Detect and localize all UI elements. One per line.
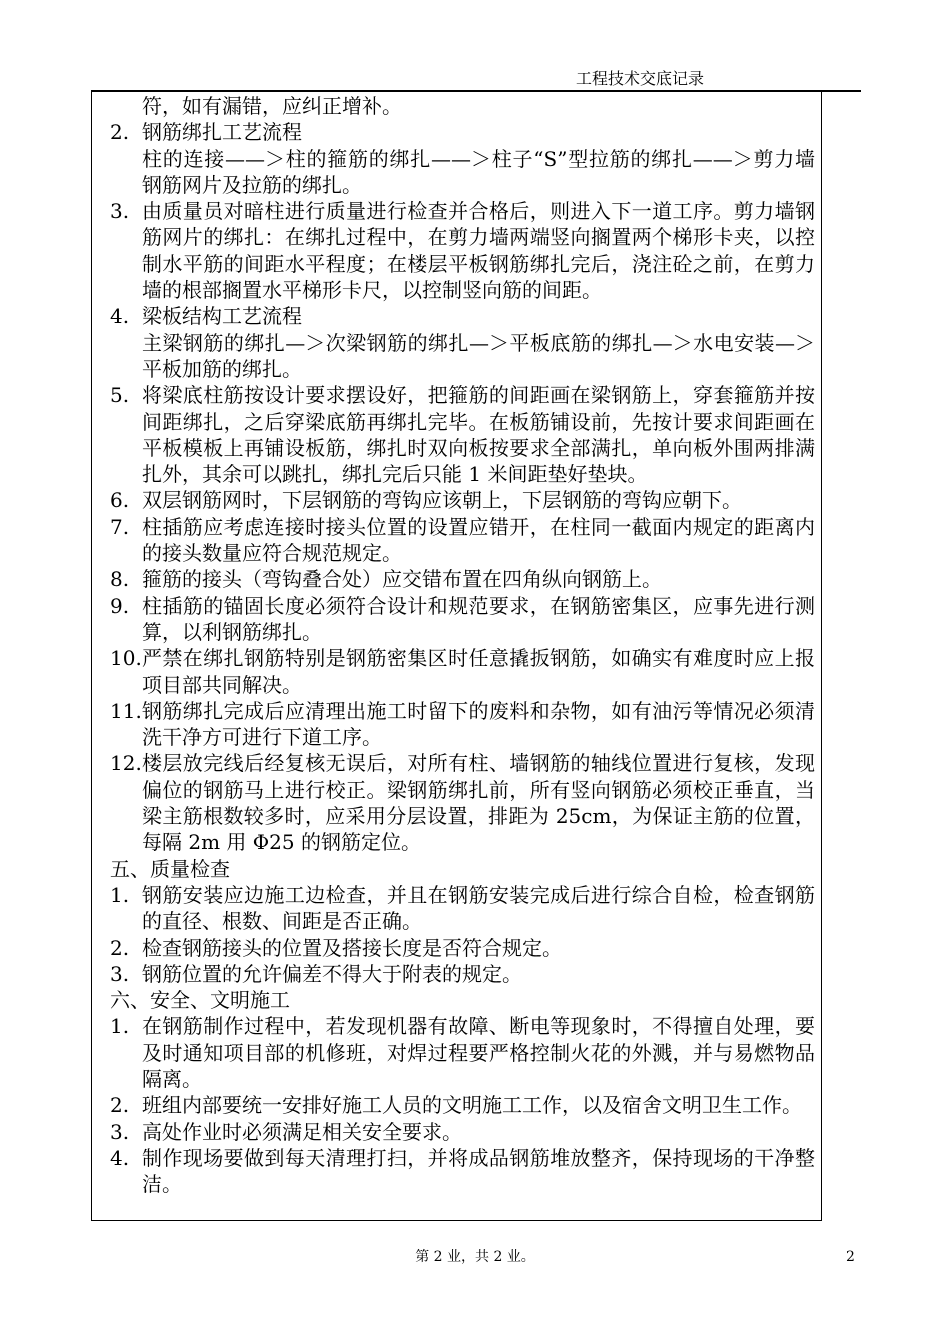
section-heading-quality: 五、质量检查 xyxy=(110,856,230,881)
list-item: 9. 柱插筋的锚固长度必须符合设计和规范要求，在钢筋密集区，应事先进行测算，以利钢筋绑扎。 xyxy=(110,593,815,644)
list-item-text: 柱插筋的锚固长度必须符合设计和规范要求，在钢筋密集区，应事先进行测算，以利钢筋绑扎。 xyxy=(142,593,815,644)
list-item-text: 在钢筋制作过程中，若发现机器有故障、断电等现象时，不得擅自处理，要及时通知项目部的机修班，对焊过程要严格控制火花的外溅，并与易燃物品隔离。 xyxy=(142,1014,815,1091)
continuation-text: 符，如有漏错，应纠正增补。 xyxy=(142,94,402,118)
list-item-text: 钢筋绑扎完成后应清理出施工时留下的废料和杂物，如有油污等情况必须清洗干净方可进行下道工序。 xyxy=(142,698,815,750)
list-item-text: 梁板结构工艺流程 xyxy=(142,304,302,329)
list-item-text: 钢筋位置的允许偏差不得大于附表的规定。 xyxy=(142,961,522,986)
list-item-text: 严禁在绑扎钢筋特别是钢筋密集区时任意撬扳钢筋，如确实有难度时应上报项目部共同解决。 xyxy=(142,646,815,697)
list-item-text: 将梁底柱筋按设计要求摆设好，把箍筋的间距画在梁钢筋上，穿套箍筋并按间距绑扎，之后穿梁底筋再绑扎完毕。在板筋铺设前，先按计要求间距画在平板模板上再铺设板筋，绑扎时双向板按要求全部满扎，单向板外围两排满扎外，其余可以跳扎，绑扎完后只能 1 米间距垫好垫块。 xyxy=(142,383,815,487)
list-item: 1. 在钢筋制作过程中，若发现机器有故障、断电等现象时，不得擅自处理，要及时通知项目部的机修班，对焊过程要严格控制火花的外溅，并与易燃物品隔离。 xyxy=(110,1014,815,1091)
list-item: 5. 将梁底柱筋按设计要求摆设好，把箍筋的间距画在梁钢筋上，穿套箍筋并按间距绑扎，之后穿梁底筋再绑扎完毕。在板筋铺设前，先按计要求间距画在平板模板上再铺设板筋，绑扎时双向板按要求全部满扎，单向板外围两排满扎外，其余可以跳扎，绑扎完后只能 1 米间距垫好垫块。 xyxy=(110,383,815,487)
list-item: 4. 制作现场要做到每天清理打扫，并将成品钢筋堆放整齐，保持现场的干净整洁。 xyxy=(110,1145,815,1197)
list-item-text: 由质量员对暗柱进行质量进行检查并合格后，则进入下一道工序。剪力墙钢筋网片的绑扎：在绑扎过程中，在剪力墙两端竖向搁置两个梯形卡夹，以控制水平筋的间距水平程度；在楼层平板钢筋绑扎完后，浇注砼之前，在剪力墙的根部搁置水平梯形卡尺，以控制竖向筋的间距。 xyxy=(142,199,815,303)
list-item-text: 制作现场要做到每天清理打扫，并将成品钢筋堆放整齐，保持现场的干净整洁。 xyxy=(142,1145,815,1197)
list-item: 3. 钢筋位置的允许偏差不得大于附表的规定。 xyxy=(110,961,815,987)
section-heading-safety: 六、安全、文明施工 xyxy=(110,988,290,1013)
document-body xyxy=(110,93,815,1197)
list-item: 10. 严禁在绑扎钢筋特别是钢筋密集区时任意撬扳钢筋，如确实有难度时应上报项目部共同解决。 xyxy=(110,646,815,697)
list-item-text: 柱插筋应考虑连接时接头位置的设置应错开，在柱同一截面内规定的距离内的接头数量应符合规范规定。 xyxy=(142,514,815,566)
list-item: 4. 梁板结构工艺流程 主梁钢筋的绑扎—＞次梁钢筋的绑扎—＞平板底筋的绑扎—＞水电安装—＞平板加筋的绑扎。 xyxy=(110,304,815,381)
list-item: 2. 钢筋绑扎工艺流程 柱的连接——＞柱的箍筋的绑扎——＞柱子“S”型拉筋的绑扎——＞剪力墙钢筋网片及拉筋的绑扎。 xyxy=(110,120,815,197)
list-item: 2. 班组内部要统一安排好施工人员的文明施工工作，以及宿舍文明卫生工作。 xyxy=(110,1092,815,1118)
list-item: 2. 检查钢筋接头的位置及搭接长度是否符合规定。 xyxy=(110,935,815,961)
list-item: 11. 钢筋绑扎完成后应清理出施工时留下的废料和杂物，如有油污等情况必须清洗干净方可进行下道工序。 xyxy=(110,698,815,750)
list-item-text: 钢筋安装应边施工边检查，并且在钢筋安装完成后进行综合自检，检查钢筋的直径、根数、间距是否正确。 xyxy=(142,882,815,934)
list-item-text: 箍筋的接头（弯钩叠合处）应交错布置在四角纵向钢筋上。 xyxy=(142,567,662,592)
list-item: 7. 柱插筋应考虑连接时接头位置的设置应错开，在柱同一截面内规定的距离内的接头数量应符合规范规定。 xyxy=(110,514,815,566)
list-item-text: 班组内部要统一安排好施工人员的文明施工工作，以及宿舍文明卫生工作。 xyxy=(142,1093,802,1118)
list-item-text: 钢筋绑扎工艺流程 xyxy=(142,120,302,145)
list-item: 1. 钢筋安装应边施工边检查，并且在钢筋安装完成后进行综合自检，检查钢筋的直径、根数、间距是否正确。 xyxy=(110,882,815,934)
list-item: 3. 高处作业时必须满足相关安全要求。 xyxy=(110,1119,815,1145)
list-item: 12. 楼层放完线后经复核无误后，对所有柱、墙钢筋的轴线位置进行复核，发现偏位的钢筋马上进行校正。梁钢筋绑扎前，所有竖向钢筋必须校正垂直，当梁主筋根数较多时，应采用分层设置，排距为 25cm，为保证主筋的位置，每隔 2m 用 Φ25 的钢筋定位。 xyxy=(110,751,815,855)
list-item: 3. 由质量员对暗柱进行质量进行检查并合格后，则进入下一道工序。剪力墙钢筋网片的绑扎：在绑扎过程中，在剪力墙两端竖向搁置两个梯形卡夹，以控制水平筋的间距水平程度；在楼层平板钢筋绑扎完后，浇注砼之前，在剪力墙的根部搁置水平梯形卡尺，以控制竖向筋的间距。 xyxy=(110,199,815,303)
list-item-subtext: 主梁钢筋的绑扎—＞次梁钢筋的绑扎—＞平板底筋的绑扎—＞水电安装—＞平板加筋的绑扎。 xyxy=(142,330,815,381)
list-item-text: 双层钢筋网时，下层钢筋的弯钩应该朝上，下层钢筋的弯钩应朝下。 xyxy=(142,488,742,513)
list-item-text: 检查钢筋接头的位置及搭接长度是否符合规定。 xyxy=(142,935,562,960)
header-title: 工程技术交底记录 xyxy=(575,69,704,88)
list-item-subtext: 柱的连接——＞柱的箍筋的绑扎——＞柱子“S”型拉筋的绑扎——＞剪力墙钢筋网片及拉筋的绑扎。 xyxy=(142,146,815,197)
page-footer: 第 2 业，共 2 业。 xyxy=(415,1249,535,1265)
list-item: 8. 箍筋的接头（弯钩叠合处）应交错布置在四角纵向钢筋上。 xyxy=(110,566,815,592)
list-item-text: 高处作业时必须满足相关安全要求。 xyxy=(142,1119,462,1144)
list-item-text: 楼层放完线后经复核无误后，对所有柱、墙钢筋的轴线位置进行复核，发现偏位的钢筋马上进行校正。梁钢筋绑扎前，所有竖向钢筋必须校正垂直，当梁主筋根数较多时，应采用分层设置，排距为 25cm，为保证主筋的位置，每隔 2m 用 Φ25 的钢筋定位。 xyxy=(142,751,815,855)
page-number: 2 xyxy=(846,1249,855,1265)
list-item: 6. 双层钢筋网时，下层钢筋的弯钩应该朝上，下层钢筋的弯钩应朝下。 xyxy=(110,487,815,513)
